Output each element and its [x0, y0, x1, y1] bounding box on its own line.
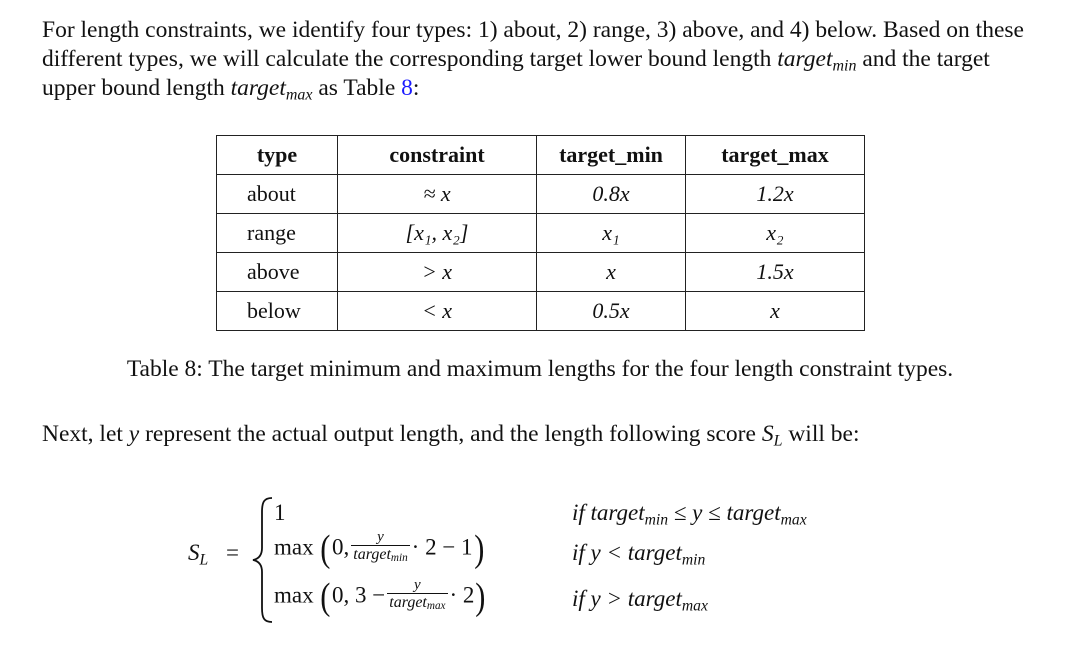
header-target-min: target_min	[537, 136, 686, 175]
cell-type: range	[217, 214, 338, 253]
next-paragraph	[42, 420, 1042, 449]
target-min-symbol: target$_{min}$	[777, 46, 857, 75]
case3-condition: if y > target$_{max}$	[572, 586, 708, 615]
left-brace-icon	[252, 496, 274, 624]
next-text-end: will be:	[782, 421, 860, 447]
cell-constraint: [x₁, x₂]	[338, 214, 537, 253]
intro-text-mid: and the target upper bound length	[42, 46, 990, 101]
table-row	[217, 175, 865, 214]
case3-expression: max (0, 3 − $\frac{y}{target_{max}}$ · 2)	[274, 576, 486, 618]
cell-constraint: ≈ x	[338, 175, 537, 214]
header-type: type	[217, 136, 338, 175]
case2-fraction: $\frac{y}{target_{min}}$	[351, 530, 409, 567]
cell-target-min: 0.5x	[537, 292, 686, 331]
cell-constraint: < x	[338, 292, 537, 331]
intro-text-start: For length constraints, we identify four types: 1) about, 2) range, 3) above, and 4) below. Based on these different types, we will calculate the corresponding target lower bound length	[42, 17, 1024, 72]
intro-paragraph	[42, 16, 1042, 103]
cell-constraint: > x	[338, 253, 537, 292]
table-row	[217, 253, 865, 292]
equation-equals: =	[226, 540, 239, 565]
cell-target-min: x₁	[537, 214, 686, 253]
intro-text-end: :	[412, 75, 420, 101]
cell-target-max: x	[686, 292, 865, 331]
cell-target-max: 1.5x	[686, 253, 865, 292]
length-constraint-table	[216, 135, 865, 331]
table-reference-link[interactable]: 8	[401, 75, 413, 101]
table-row	[217, 292, 865, 331]
case1-condition: if target$_{min}$ ≤ y ≤ target$_{max}$	[572, 500, 807, 529]
cell-type: about	[217, 175, 338, 214]
intro-text-as: as Table	[312, 75, 402, 101]
score-symbol: $S_L$	[761, 421, 783, 450]
equation-lhs: $S_L$	[188, 540, 209, 569]
cell-type: above	[217, 253, 338, 292]
cell-type: below	[217, 292, 338, 331]
table-caption: Table 8: The target minimum and maximum lengths for the four length constraint types.	[126, 356, 954, 382]
table-header-row	[217, 136, 865, 175]
cell-target-max: x₂	[686, 214, 865, 253]
header-target-max: target_max	[686, 136, 865, 175]
cell-target-min: x	[537, 253, 686, 292]
case2-condition: if y < target$_{min}$	[572, 540, 706, 569]
y-symbol: y	[128, 421, 140, 447]
table-row	[217, 214, 865, 253]
case2-expression: max (0, $\frac{y}{target_{min}}$ · 2 − 1)	[274, 528, 484, 570]
case1-value: 1	[274, 500, 286, 525]
next-text-start: Next, let	[42, 421, 129, 447]
case3-fraction: $\frac{y}{target_{max}}$	[387, 578, 447, 615]
cell-target-min: 0.8x	[537, 175, 686, 214]
header-constraint: constraint	[338, 136, 537, 175]
target-max-symbol: target$_{max}$	[230, 75, 313, 104]
next-text-mid: represent the actual output length, and the length following score	[139, 421, 762, 447]
cell-target-max: 1.2x	[686, 175, 865, 214]
